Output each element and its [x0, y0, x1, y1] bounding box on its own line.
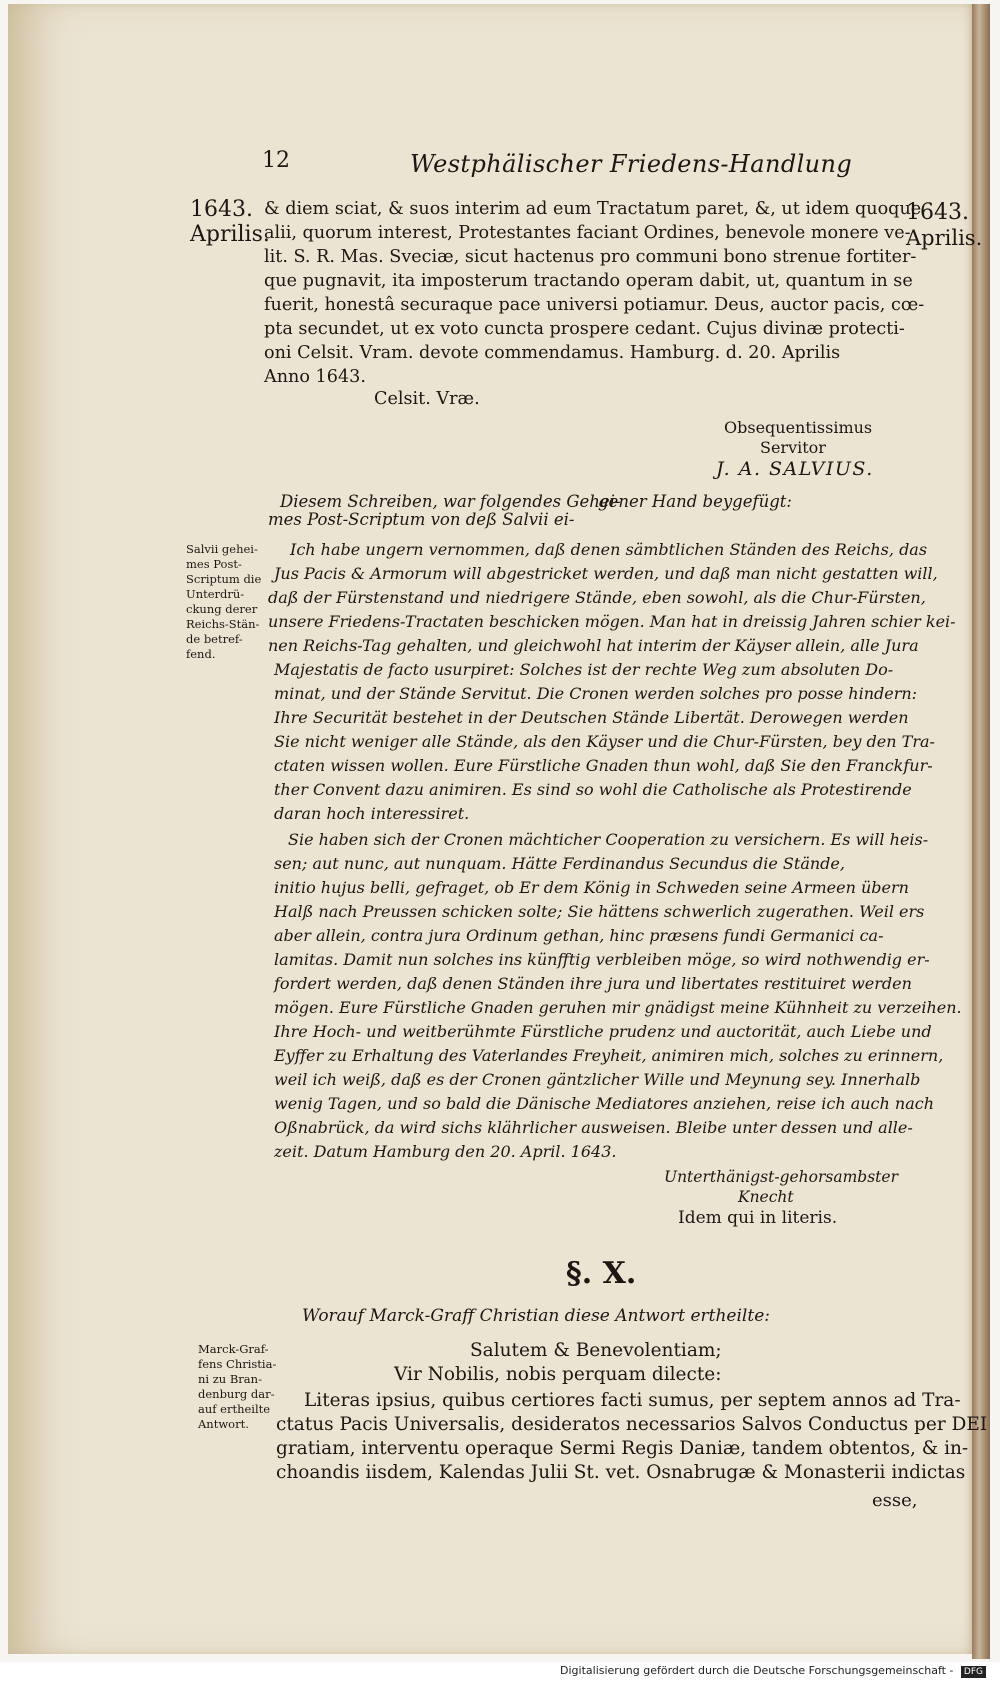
margin-note-line: auf ertheilte [198, 1402, 271, 1416]
text-line: gratiam, interventu operaque Sermi Regis Daniæ, tandem obtentos, & in- [276, 1438, 969, 1459]
text-line: fuerit, honestâ securaque pace universi potiamur. Deus, auctor pacis, cœ- [264, 295, 925, 315]
margin-note-line: Reichs-Stän- [186, 617, 260, 631]
page-edge [972, 4, 990, 1659]
text-line: minat, und der Stände Servitut. Die Cronen werden solches pro posse hindern: [274, 684, 918, 703]
text-line: choandis iisdem, Kalendas Julii St. vet. Osnabrugæ & Monasterii indictas [276, 1462, 966, 1483]
text-line: daß der Fürstenstand und niedrigere Stände, eben sowohl, als die Chur-Fürsten, [268, 588, 926, 607]
margin-note-line: de betref- [186, 632, 243, 646]
text-line: wenig Tagen, und so bald die Dänische Mediatores anziehen, reise ich auch nach [274, 1094, 935, 1113]
margin-note-line: Scriptum die [186, 572, 262, 586]
salutation: Celsit. Vræ. [374, 389, 480, 409]
text-line: ctaten wissen wollen. Eure Fürstliche Gnaden thun wohl, daß Sie den Franckfur- [274, 756, 933, 775]
catchword: esse, [872, 1490, 918, 1511]
closing-line: Servitor [760, 438, 826, 457]
text-line: lamitas. Damit nun solches ins künfftig verbleiben möge, so wird nothwendig er- [274, 950, 930, 969]
text-line: que pugnavit, ita imposterum tractando operam dabit, ut, quantum in se [264, 271, 913, 291]
section-heading: §. X. [566, 1256, 637, 1291]
text-line: initio hujus belli, gefraget, ob Er dem König in Schweden seine Armeen übern [274, 878, 909, 897]
running-title: Westphälischer Friedens-Handlung [410, 150, 853, 178]
greeting-line: Salutem & Benevolentiam; [470, 1340, 722, 1361]
margin-note-line: mes Post- [186, 557, 242, 571]
margin-year-left: 1643. [190, 197, 253, 222]
text-line: ther Convent dazu animiren. Es sind so wohl die Catholische als Protestirende [274, 780, 912, 799]
postscript-intro-line: Diesem Schreiben, war folgendes Gehei- [280, 492, 621, 511]
section-intro: Worauf Marck-Graff Christian diese Antwort ertheilte: [302, 1306, 770, 1326]
text-line: Sie nicht weniger alle Stände, als den Käyser und die Chur-Fürsten, bey den Tra- [274, 732, 935, 751]
text-line: lit. S. R. Mas. Sveciæ, sicut hactenus pro communi bono strenue fortiter- [264, 247, 917, 267]
text-line: ctatus Pacis Universalis, desideratos necessarios Salvos Conductus per DEI [276, 1414, 988, 1435]
text-line: oni Celsit. Vram. devote commendamus. Hamburg. d. 20. Aprilis [264, 343, 841, 363]
text-line: Eyffer zu Erhaltung des Vaterlandes Freyheit, animiren mich, solches zu erinnern, [274, 1046, 944, 1065]
margin-note-line: fens Christia- [198, 1357, 277, 1371]
closing-line: Unterthänigst-gehorsambster [664, 1168, 898, 1186]
margin-note-line: ckung derer [186, 602, 258, 616]
dfg-logo: DFG [961, 1666, 986, 1678]
margin-note-line: Unterdrü- [186, 587, 245, 601]
closing-line: Obsequentissimus [724, 418, 873, 437]
closing-line: Knecht [738, 1188, 794, 1206]
text-line: Majestatis de facto usurpiret: Solches ist der rechte Weg zum absoluten Do- [274, 660, 894, 679]
text-line: Ich habe ungern vernommen, daß denen sämbtlichen Ständen des Reichs, das [290, 540, 928, 559]
text-line: Oßnabrück, da wird sichs klährlicher ausweisen. Bleibe unter dessen und alle- [274, 1118, 913, 1137]
margin-year-right: 1643. [906, 200, 969, 225]
page-number: 12 [262, 148, 290, 173]
text-line: nen Reichs-Tag gehalten, und gleichwohl hat interim der Käyser allein, alle Jura [268, 636, 919, 655]
margin-month-left: Aprilis. [190, 222, 270, 247]
text-line: Jus Pacis & Armorum will abgestricket werden, und daß man nicht gestatten will, [274, 564, 938, 583]
margin-month-right: Aprilis. [906, 226, 983, 250]
text-line: fordert werden, daß denen Ständen ihre jura und libertates restituiret werden [274, 974, 912, 993]
text-line: alii, quorum interest, Protestantes faciant Ordines, benevole monere ve- [264, 223, 911, 243]
text-line: unsere Friedens-Tractaten beschicken mögen. Man hat in dreissig Jahren schier kei- [268, 612, 956, 631]
footer-credit [560, 1664, 986, 1678]
margin-note-line: Salvii gehei- [186, 542, 258, 556]
text-line: aber allein, contra jura Ordinum gethan, hinc præsens fundi Germanici ca- [274, 926, 884, 945]
text-line: Anno 1643. [264, 367, 366, 387]
signature: J. A. SALVIUS. [716, 458, 874, 480]
greeting-line: Vir Nobilis, nobis perquam dilecte: [394, 1364, 722, 1385]
text-line: Literas ipsius, quibus certiores facti sumus, per septem annos ad Tra- [304, 1390, 961, 1411]
text-line: daran hoch interessiret. [274, 804, 470, 823]
margin-note-line: Antwort. [198, 1417, 249, 1431]
text-line: pta secundet, ut ex voto cuncta prospere cedant. Cujus divinæ protecti- [264, 319, 905, 339]
postscript-intro-line: gener Hand beygefügt: [598, 492, 792, 511]
margin-note-line: ni zu Bran- [198, 1372, 262, 1386]
text-line: Ihre Hoch- und weitberühmte Fürstliche prudenz und auctorität, auch Liebe und [274, 1022, 932, 1041]
postscript-intro-line: mes Post-Scriptum von deß Salvii ei- [268, 510, 575, 529]
text-line: zeit. Datum Hamburg den 20. April. 1643. [274, 1142, 617, 1161]
text-line: sen; aut nunc, aut nunquam. Hätte Ferdinandus Secundus die Stände, [274, 854, 845, 873]
text-line: & diem sciat, & suos interim ad eum Tractatum paret, &, ut idem quoque [264, 199, 922, 219]
closing-line: Idem qui in literis. [678, 1208, 838, 1228]
text-line: Halß nach Preussen schicken solte; Sie hättens schwerlich zugerathen. Weil ers [274, 902, 925, 921]
footer-credit-text: Digitalisierung gefördert durch die Deutsche Forschungsgemeinschaft - [560, 1664, 954, 1677]
text-line: Ihre Securität bestehet in der Deutschen Stände Libertät. Derowegen werden [274, 708, 909, 727]
text-line: mögen. Eure Fürstliche Gnaden geruhen mir gnädigst meine Kühnheit zu verzeihen. [274, 998, 962, 1017]
margin-note-line: denburg dar- [198, 1387, 275, 1401]
text-line: weil ich weiß, daß es der Cronen gäntzlicher Wille und Meynung sey. Innerhalb [274, 1070, 921, 1089]
margin-note-line: fend. [186, 647, 216, 661]
text-line: Sie haben sich der Cronen mächticher Cooperation zu versichern. Es will heis- [288, 830, 929, 849]
margin-note-line: Marck-Graf- [198, 1342, 269, 1356]
